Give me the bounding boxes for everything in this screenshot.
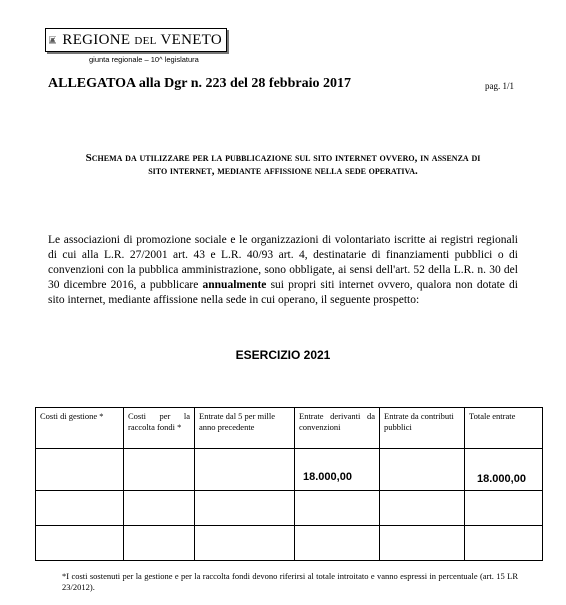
cell-entrate-contributi [380,449,465,491]
empty-cell [36,526,124,561]
empty-cell [465,526,543,561]
schema-heading [50,152,516,178]
body-text-part-2: sui propri siti internet ovvero, qualora non dotate di sito internet, mediante affissione nella sede in cui operano, il seguente prospetto: [48,279,519,306]
body-text-part-1: Le associazioni di promozione sociale e le organizzazioni di volontariato iscritte ai registri regionali di cui alla L.R. 27/2001 art. 43 e L.R. 40/93 art. 4, destinatarie di finanziamenti pubblici o di convenzioni con la pubblica amministrazione, sono obbligate, ai sensi dell'art. 52 della L.R. n. 30 del 30 dicembre 2016, a pubblicare [48,234,518,291]
schema-heading-line-2: sito internet, mediante affissione nella sede operativa. [148,165,418,177]
empty-cell [465,491,543,526]
header-entrate-contributi: Entrate da contributi pubblici [380,408,465,449]
empty-cell [195,491,295,526]
cell-entrate-5-mille [195,449,295,491]
document-title: ALLEGATOA alla Dgr n. 223 del 28 febbraio 2017 [48,76,351,91]
table-header-row [36,408,543,449]
empty-cell [195,526,295,561]
header-totale-entrate: Totale entrate [465,408,543,449]
schema-heading-line-1: Schema da utilizzare per la pubblicazione sul sito internet ovvero, in assenza di [85,152,481,164]
cell-totale-entrate: 18.000,00 [465,449,543,491]
empty-cell [380,526,465,561]
regione-veneto-logo [45,28,227,64]
empty-cell [36,491,124,526]
prospetto-table [35,407,543,561]
table-row [36,526,543,561]
body-emphasis: annualmente [202,279,267,291]
header-entrate-5-mille: Entrate dal 5 per mille anno precedente [195,408,295,449]
cell-costi-raccolta [124,449,195,491]
body-paragraph [48,233,518,308]
page-number: pag. 1/1 [485,81,514,91]
cell-entrate-convenzioni: 18.000,00 [295,449,380,491]
empty-cell [295,491,380,526]
logo-box [45,28,227,52]
cell-costi-gestione [36,449,124,491]
empty-cell [124,526,195,561]
empty-cell [295,526,380,561]
footnote: *I costi sostenuti per la gestione e per la raccolta fondi devono riferirsi al totale introitato e vanno espressi in percentuale (art. 15 LR 23/2012). [62,571,518,592]
logo-subtitle: giunta regionale – 10^ legislatura [89,55,199,64]
esercizio-heading: ESERCIZIO 2021 [235,348,331,362]
header-costi-gestione: Costi di gestione * [36,408,124,449]
table-row [36,449,543,491]
lion-of-st-mark-crest-icon [49,31,56,49]
header-costi-raccolta: Costi per la raccolta fondi * [124,408,195,449]
header-entrate-convenzioni: Entrate derivanti da convenzioni [295,408,380,449]
empty-cell [380,491,465,526]
logo-name: REGIONE DEL VENETO [62,31,222,48]
table-row [36,491,543,526]
empty-cell [124,491,195,526]
